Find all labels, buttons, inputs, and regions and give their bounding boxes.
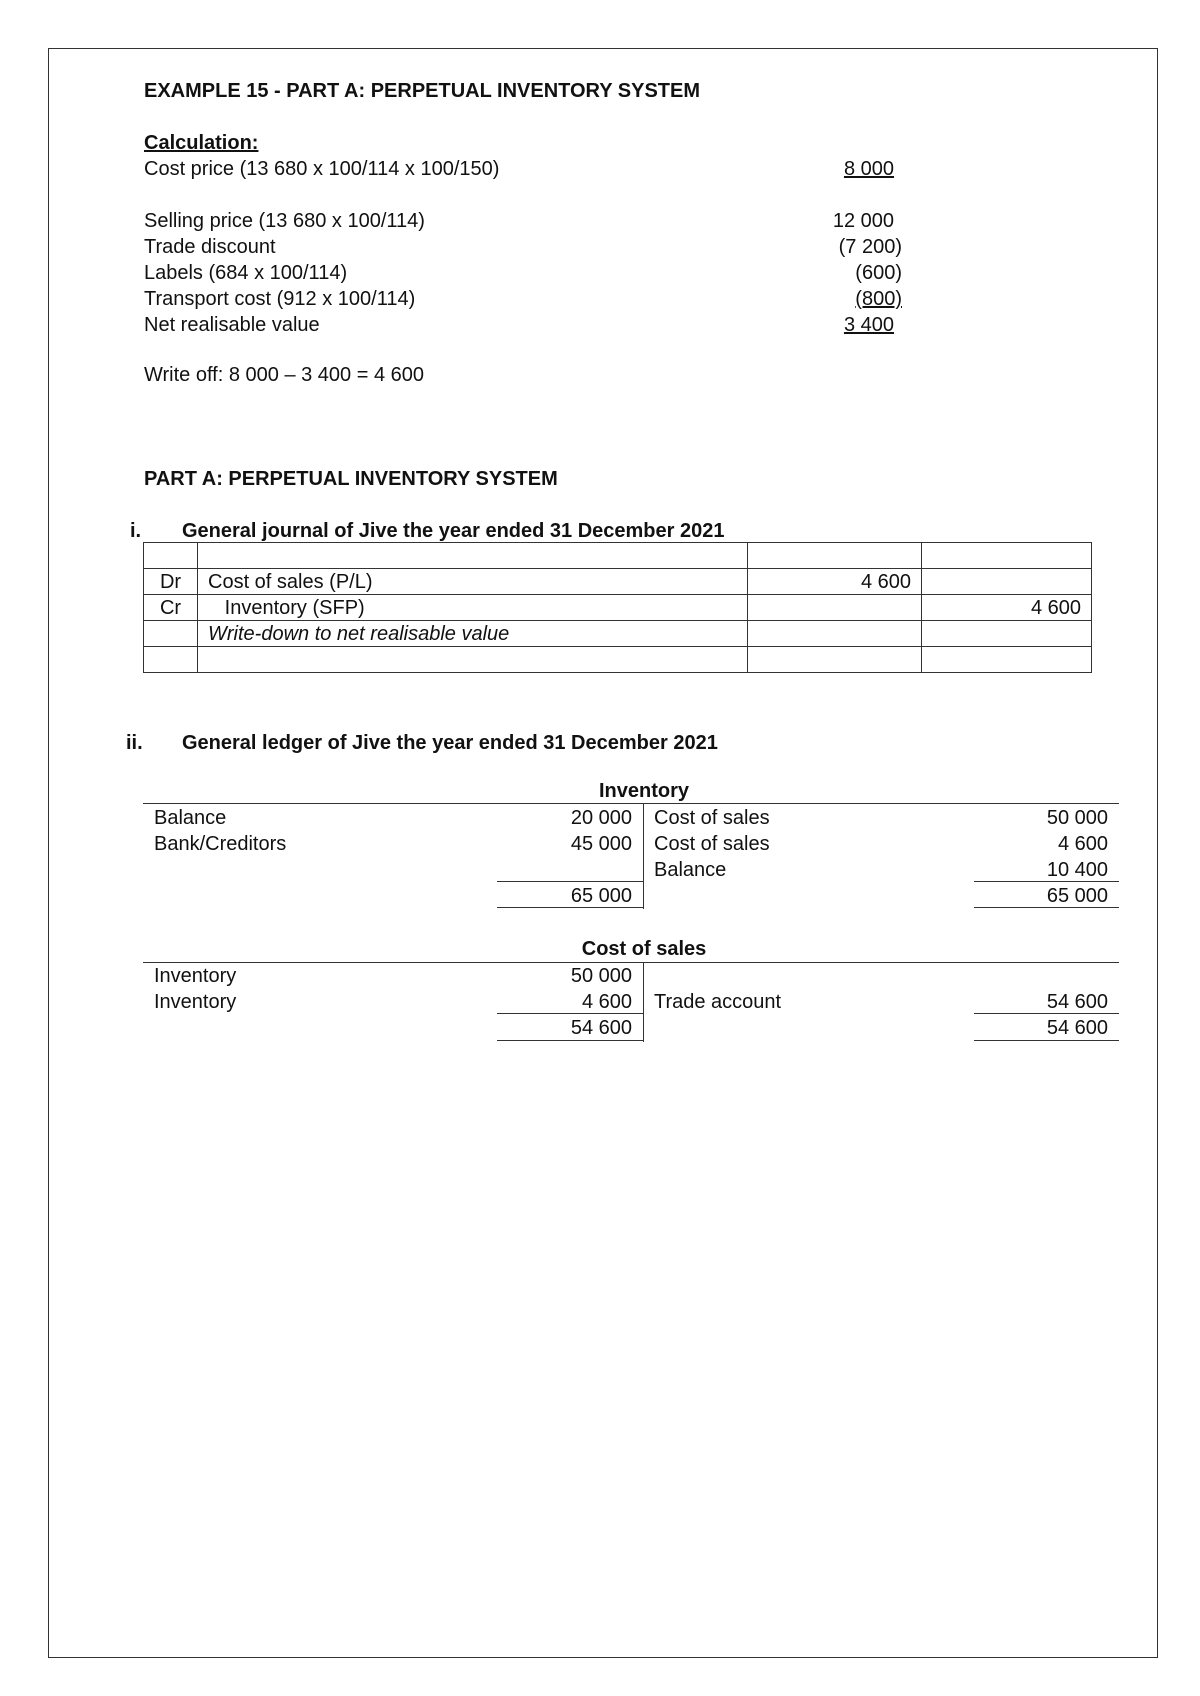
journal-credit: 4 600 xyxy=(922,595,1092,621)
journal-number: i. xyxy=(130,520,142,542)
calc-row-amount: 12 000 xyxy=(832,210,894,232)
cost-of-sales-debit-label: Inventory xyxy=(154,991,237,1013)
inventory-debit-total-line xyxy=(497,881,643,882)
calc-row-text: Net realisable value xyxy=(144,314,320,336)
journal-credit xyxy=(922,621,1092,647)
journal-debit xyxy=(748,621,922,647)
inventory-credit-amount: 10 400 xyxy=(1046,859,1108,881)
calc-row-amount: (7 200) xyxy=(838,236,902,258)
cost-of-sales-debit-total: 54 600 xyxy=(570,1017,632,1039)
journal-desc: Cost of sales (P/L) xyxy=(198,569,748,595)
cost-of-sales-center-line xyxy=(643,962,644,1042)
cost-of-sales-top-line xyxy=(143,962,1119,963)
inventory-credit-label: Balance xyxy=(654,859,727,881)
journal-debit xyxy=(748,647,922,673)
page-title: EXAMPLE 15 - PART A: PERPETUAL INVENTORY SYSTEM xyxy=(144,80,701,102)
part-a-heading: PART A: PERPETUAL INVENTORY SYSTEM xyxy=(144,468,558,490)
journal-type: Cr xyxy=(144,595,198,621)
journal-credit xyxy=(922,647,1092,673)
cost-price-amount: 8 000 xyxy=(843,158,894,180)
cost-of-sales-credit-bottom-line xyxy=(974,1040,1119,1041)
inventory-credit-amount: 4 600 xyxy=(1057,833,1108,855)
inventory-credit-total-line xyxy=(974,881,1119,882)
journal-debit xyxy=(748,543,922,569)
inventory-debit-amount: 45 000 xyxy=(570,833,632,855)
inventory-credit-label: Cost of sales xyxy=(654,807,770,829)
cost-of-sales-credit-label: Trade account xyxy=(654,991,782,1013)
journal-row xyxy=(144,595,1092,621)
journal-desc xyxy=(198,647,748,673)
journal-credit xyxy=(922,543,1092,569)
inventory-credit-amount: 50 000 xyxy=(1046,807,1108,829)
ledger-title: General ledger of Jive the year ended 31 December 2021 xyxy=(182,732,718,754)
cost-of-sales-credit-amount: 54 600 xyxy=(1046,991,1108,1013)
cost-of-sales-debit-bottom-line xyxy=(497,1040,643,1041)
journal-row xyxy=(144,543,1092,569)
journal-desc: Write-down to net realisable value xyxy=(198,621,748,647)
cost-of-sales-debit-label: Inventory xyxy=(154,965,237,987)
calc-row-amount: (600) xyxy=(855,262,902,284)
inventory-credit-label: Cost of sales xyxy=(654,833,770,855)
cost-of-sales-debit-total-line xyxy=(497,1013,643,1014)
journal-debit xyxy=(748,595,922,621)
journal-type: Dr xyxy=(144,569,198,595)
inventory-debit-amount: 20 000 xyxy=(570,807,632,829)
inventory-account-title: Inventory xyxy=(598,780,690,802)
journal-debit: 4 600 xyxy=(748,569,922,595)
cost-of-sales-debit-amount: 4 600 xyxy=(581,991,632,1013)
inventory-credit-bottom-line xyxy=(974,907,1119,908)
ledger-number: ii. xyxy=(126,732,143,754)
inventory-debit-label: Bank/Creditors xyxy=(154,833,287,855)
inventory-center-line xyxy=(643,803,644,909)
inventory-top-line xyxy=(143,803,1119,804)
inventory-debit-bottom-line xyxy=(497,907,643,908)
journal-type xyxy=(144,647,198,673)
journal-row xyxy=(144,569,1092,595)
calc-row-amount: (800) xyxy=(855,288,902,310)
journal-row xyxy=(144,621,1092,647)
calc-row-text: Transport cost (912 x 100/114) xyxy=(144,288,416,310)
journal-title: General journal of Jive the year ended 31 December 2021 xyxy=(182,520,725,542)
journal-credit xyxy=(922,569,1092,595)
write-off-text: Write off: 8 000 – 3 400 = 4 600 xyxy=(144,364,425,386)
journal-desc: Inventory (SFP) xyxy=(198,595,748,621)
inventory-credit-total: 65 000 xyxy=(1046,885,1108,907)
journal-type xyxy=(144,621,198,647)
cost-of-sales-debit-amount: 50 000 xyxy=(570,965,632,987)
journal-table xyxy=(143,542,1092,673)
calc-row-amount: 3 400 xyxy=(843,314,894,336)
journal-type xyxy=(144,543,198,569)
journal-desc xyxy=(198,543,748,569)
cost-of-sales-credit-total-line xyxy=(974,1013,1119,1014)
calculation-label: Calculation: xyxy=(144,132,259,154)
inventory-debit-label: Balance xyxy=(154,807,227,829)
cost-price-text: Cost price (13 680 x 100/114 x 100/150) xyxy=(144,158,500,180)
inventory-debit-total: 65 000 xyxy=(570,885,632,907)
calc-row-text: Trade discount xyxy=(144,236,276,258)
journal-row xyxy=(144,647,1092,673)
calc-row-text: Selling price (13 680 x 100/114) xyxy=(144,210,425,232)
cost-of-sales-account-title: Cost of sales xyxy=(581,938,707,960)
cost-of-sales-credit-total: 54 600 xyxy=(1046,1017,1108,1039)
calc-row-text: Labels (684 x 100/114) xyxy=(144,262,348,284)
